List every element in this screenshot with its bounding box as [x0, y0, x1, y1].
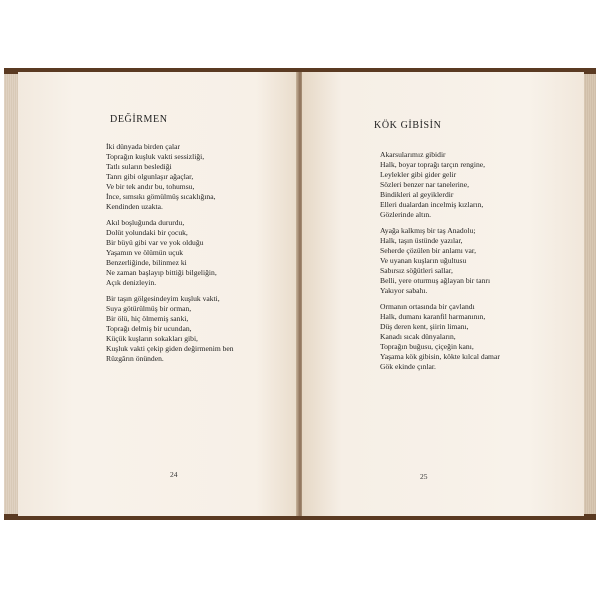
- left-page: [18, 72, 298, 516]
- stanza-left-2: [106, 218, 217, 288]
- page-edges-right: [584, 74, 596, 514]
- poem-line: Halk, dumanı karanfil harmanının,: [380, 312, 486, 321]
- poem-line: Bir büyü gibi var ve yok olduğu: [106, 238, 204, 247]
- poem-line: Tatlı suların beslediği: [106, 162, 172, 171]
- open-book: [4, 68, 596, 520]
- poem-line: Toprağın kuşluk vakti sessizliği,: [106, 152, 205, 161]
- poem-line: Kanadı sıcak dünyaların,: [380, 332, 456, 341]
- poem-line: Leylekler gibi gider gelir: [380, 170, 457, 179]
- poem-line: Halk, boyar toprağı tarçın rengine,: [380, 160, 486, 169]
- poem-line: Bindikleri al geyiklerdir: [380, 190, 454, 199]
- poem-line: Kuşluk vakti çekip giden değirmenim ben: [106, 344, 234, 353]
- poem-line: Ne zaman başlayıp bittiği bilgeliğin,: [106, 268, 217, 277]
- page-number-left: 24: [170, 470, 178, 479]
- poem-line: Sabırsız söğütleri sallar,: [380, 266, 453, 275]
- poem-line: İnce, sımsıkı gömülmüş sıcaklığına,: [106, 192, 216, 201]
- poem-line: Belli, yere oturmuş ağlayan bir tanrı: [380, 276, 491, 285]
- poem-line: Yaşama kök gibisin, kökte kılcal damar: [380, 352, 500, 361]
- poem-line: Gök ekinde çınlar.: [380, 362, 436, 371]
- poem-line: Suya götürülmüş bir orman,: [106, 304, 192, 313]
- page-number-right: 25: [420, 472, 428, 481]
- poem-title-right: KÖK GİBİSİN: [374, 120, 442, 131]
- poem-line: Yakıyor sabahı.: [380, 286, 428, 295]
- poem-line: Ayağa kalkmış bir taş Anadolu;: [380, 226, 476, 235]
- poem-line: Bir ölü, hiç ölmemiş sanki,: [106, 314, 189, 323]
- poem-line: Kendinden uzakta.: [106, 202, 163, 211]
- poem-line: Tanrı gibi olgunlaşır ağaçlar,: [106, 172, 194, 181]
- stanza-left-3: [106, 294, 234, 364]
- poem-line: Ormanın ortasında bir çavlandı: [380, 302, 475, 311]
- poem-line: Akarsularımız gibidir: [380, 150, 446, 159]
- stanza-right-3: [380, 302, 500, 372]
- poem-line: İki dünyada birden çalar: [106, 142, 181, 151]
- poem-line: Toprağı delmiş bir ucundan,: [106, 324, 192, 333]
- poem-line: Rüzgârın önünden.: [106, 354, 164, 363]
- stanza-right-2: [380, 226, 490, 296]
- poem-line: Küçük kuşların sokakları gibi,: [106, 334, 198, 343]
- page-edges-left: [4, 74, 18, 514]
- poem-line: Yaşamın ve ölümün uçuk: [106, 248, 184, 257]
- poem-title-left: DEĞİRMEN: [110, 114, 168, 125]
- poem-line: Benzerliğinde, bilinmez ki: [106, 258, 187, 267]
- poem-line: Elleri dualardan incelmiş kızların,: [380, 200, 484, 209]
- poem-line: Halk, taşın üstünde yazılar,: [380, 236, 463, 245]
- poem-line: Açık denizleyin.: [106, 278, 157, 287]
- stanza-right-1: [380, 150, 485, 220]
- poem-line: Toprağın buğusu, çiçeğin kanı,: [380, 342, 474, 351]
- poem-line: Seherde çözülen bir anlamı var,: [380, 246, 477, 255]
- poem-line: Sözleri benzer nar tanelerine,: [380, 180, 469, 189]
- poem-line: Dolüt yolundaki bir çocuk,: [106, 228, 188, 237]
- poem-line: Gözlerinde altın.: [380, 210, 432, 219]
- poem-line: Bir taşın gölgesindeyim kuşluk vakti,: [106, 294, 220, 303]
- right-page: [302, 72, 584, 516]
- poem-line: Düş deren kent, şiirin limanı,: [380, 322, 469, 331]
- poem-line: Ve uyanan kuşların uğultusu: [380, 256, 467, 265]
- stanza-left-1: [106, 142, 215, 212]
- poem-line: Ve bir tek andır bu, tohumsu,: [106, 182, 195, 191]
- poem-line: Akıl boşluğunda dururdu,: [106, 218, 185, 227]
